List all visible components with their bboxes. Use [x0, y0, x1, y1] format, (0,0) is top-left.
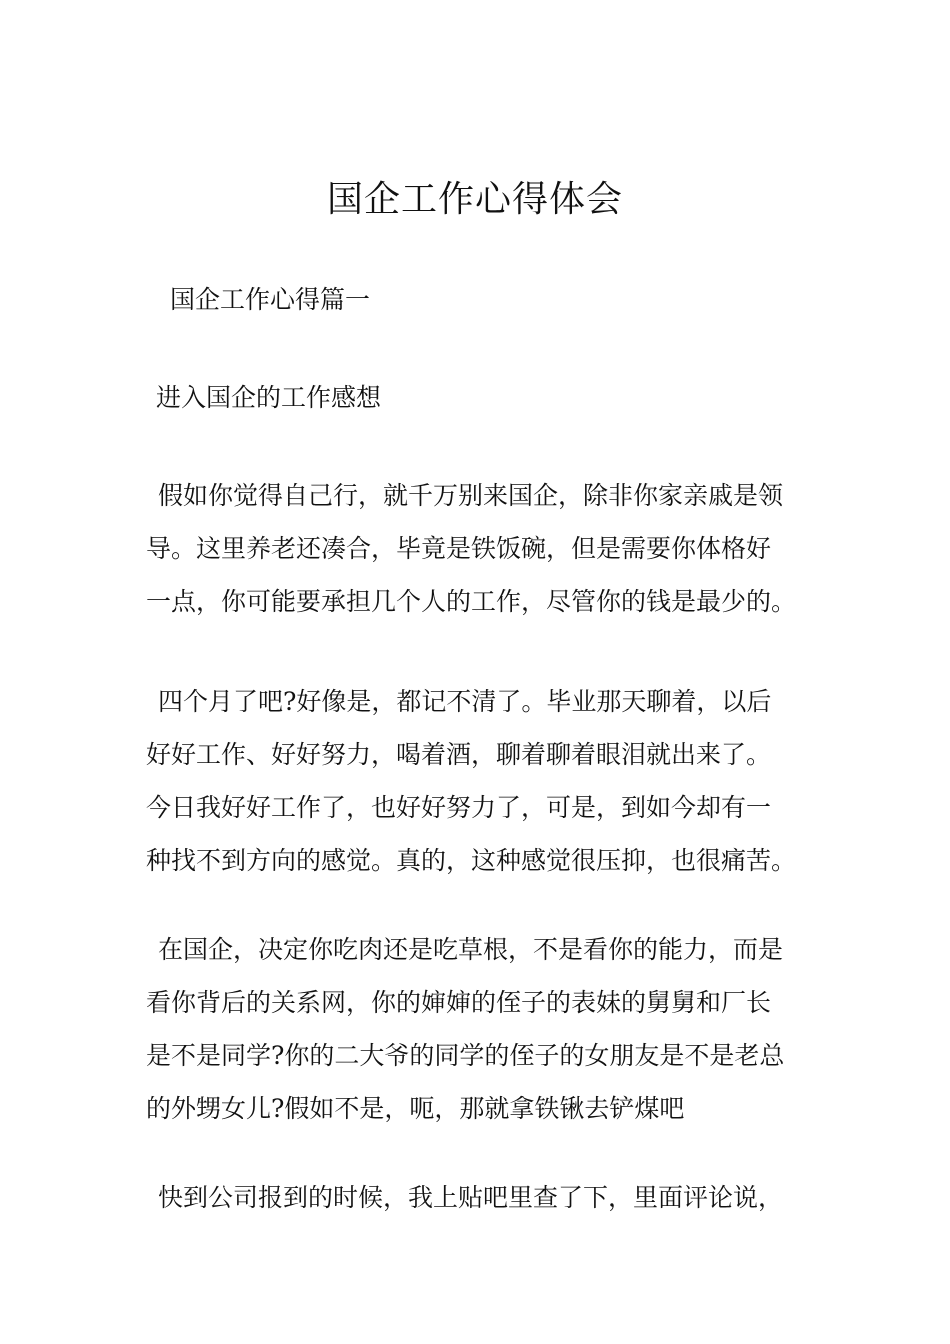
paragraph-line: 一点，你可能要承担几个人的工作，尽管你的钱是最少的。 [146, 587, 797, 616]
paragraph-3 [146, 923, 806, 1135]
paragraph-1 [146, 469, 806, 628]
paragraph-2 [146, 675, 806, 887]
section-heading: 国企工作心得篇一 [170, 285, 371, 314]
article-title: 进入国企的工作感想 [156, 383, 382, 412]
paragraph-line: 四个月了吧?好像是，都记不清了。毕业那天聊着，以后 [158, 687, 772, 716]
paragraph-line: 导。这里养老还凑合，毕竟是铁饭碗，但是需要你体格好 [146, 534, 772, 563]
document-title: 国企工作心得体会 [326, 179, 623, 220]
paragraph-line: 假如你觉得自己行，就千万别来国企，除非你家亲戚是领 [158, 481, 784, 510]
paragraph-line: 今日我好好工作了，也好好努力了，可是，到如今却有一 [146, 793, 772, 822]
paragraph-4 [146, 1171, 806, 1224]
paragraph-line: 好好工作、好好努力，喝着酒，聊着聊着眼泪就出来了。 [146, 740, 772, 769]
paragraph-line: 在国企，决定你吃肉还是吃草根，不是看你的能力，而是 [158, 935, 784, 964]
paragraph-line: 种找不到方向的感觉。真的，这种感觉很压抑，也很痛苦。 [146, 846, 797, 875]
paragraph-line: 是不是同学?你的二大爷的同学的侄子的女朋友是不是老总 [146, 1041, 785, 1070]
paragraph-line: 快到公司报到的时候，我上贴吧里查了下，里面评论说， [158, 1183, 784, 1212]
paragraph-line: 看你背后的关系网，你的婶婶的侄子的表妹的舅舅和厂长 [146, 988, 772, 1017]
paragraph-line: 的外甥女儿?假如不是，呃，那就拿铁锹去铲煤吧 [146, 1094, 685, 1123]
